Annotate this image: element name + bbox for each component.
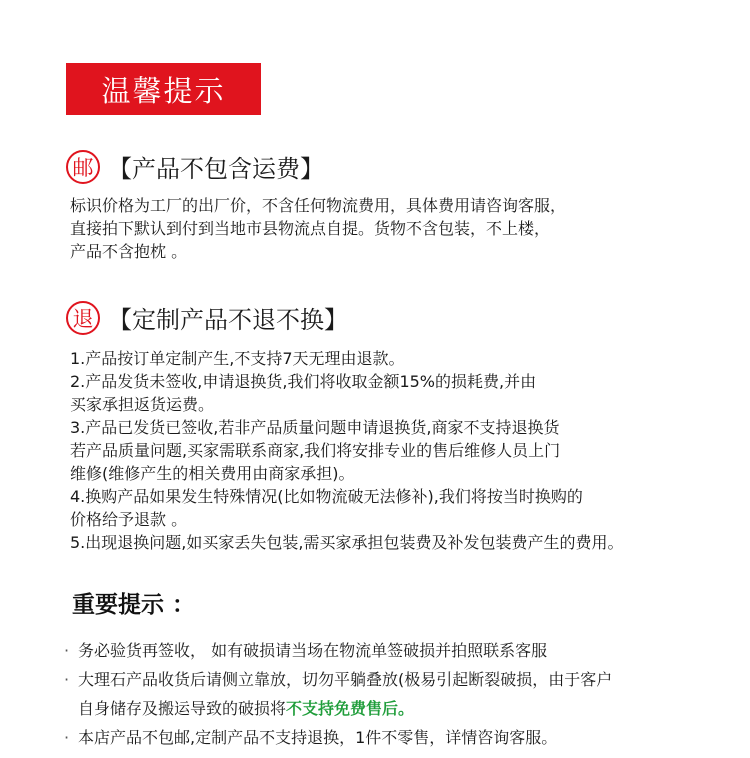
returns-line: 2.产品发货未签收,申请退换货,我们将收取金额15%的损耗费,并由: [70, 372, 537, 391]
important-title: 重要提示 ：: [72, 592, 196, 618]
bullet-icon: ·: [64, 728, 70, 747]
list-item-continuation: [64, 694, 724, 723]
returns-line: 价格给予退款 。: [70, 510, 188, 529]
returns-line: 3.产品已发货已签收,若非产品质量问题申请退换货,商家不支持退换货: [70, 418, 560, 437]
shipping-section-title: 【产品不包含运费】: [108, 155, 324, 183]
important-item-text: 大理石产品收货后请侧立靠放，切勿平躺叠放(极易引起断裂破损，由于客户: [78, 670, 613, 689]
shipping-notes: [70, 194, 710, 263]
returns-line: 买家承担返货运费。: [70, 395, 215, 414]
important-notes: [64, 636, 724, 752]
bullet-icon: ·: [64, 670, 70, 689]
returns-section-header: [66, 300, 348, 335]
header-banner: [66, 63, 261, 115]
important-item-text: 本店产品不包邮,定制产品不支持退换，1件不零售，详情咨询客服。: [78, 728, 558, 747]
shipping-section-header: [66, 149, 324, 184]
returns-line: 1.产品按订单定制产生,不支持7天无理由退款。: [70, 349, 405, 368]
returns-policy: [70, 347, 710, 554]
returns-line: 维修(维修产生的相关费用由商家承担)。: [70, 464, 355, 483]
return-badge-icon: 退: [66, 301, 100, 335]
shipping-line: 直接拍下默认到付到当地市县物流点自提。货物不含包装，不上楼，: [70, 219, 551, 238]
returns-section-title: 【定制产品不退不换】: [108, 306, 348, 334]
mail-badge-icon: 邮: [66, 150, 100, 184]
shipping-line: 产品不含抱枕 。: [70, 242, 188, 261]
returns-line: 4.换购产品如果发生特殊情况(比如物流破无法修补),我们将按当时换购的: [70, 487, 583, 506]
banner-title: 温馨提示: [101, 73, 226, 108]
no-free-aftersale-highlight: 不支持免费售后。: [286, 699, 415, 718]
important-item-text: 务必验货再签收， 如有破损请当场在物流单签破损并拍照联系客服: [78, 641, 548, 660]
bullet-icon: ·: [64, 641, 70, 660]
list-item: [64, 723, 724, 752]
list-item: [64, 636, 724, 665]
shipping-line: 标识价格为工厂的出厂价，不含任何物流费用，具体费用请咨询客服，: [70, 196, 567, 215]
list-item: [64, 665, 724, 694]
returns-line: 5.出现退换问题,如买家丢失包装,需买家承担包装费及补发包装费产生的费用。: [70, 533, 624, 552]
important-item-text: 自身储存及搬运导致的破损将: [78, 699, 287, 718]
returns-line: 若产品质量问题,买家需联系商家,我们将安排专业的售后维修人员上门: [70, 441, 561, 460]
